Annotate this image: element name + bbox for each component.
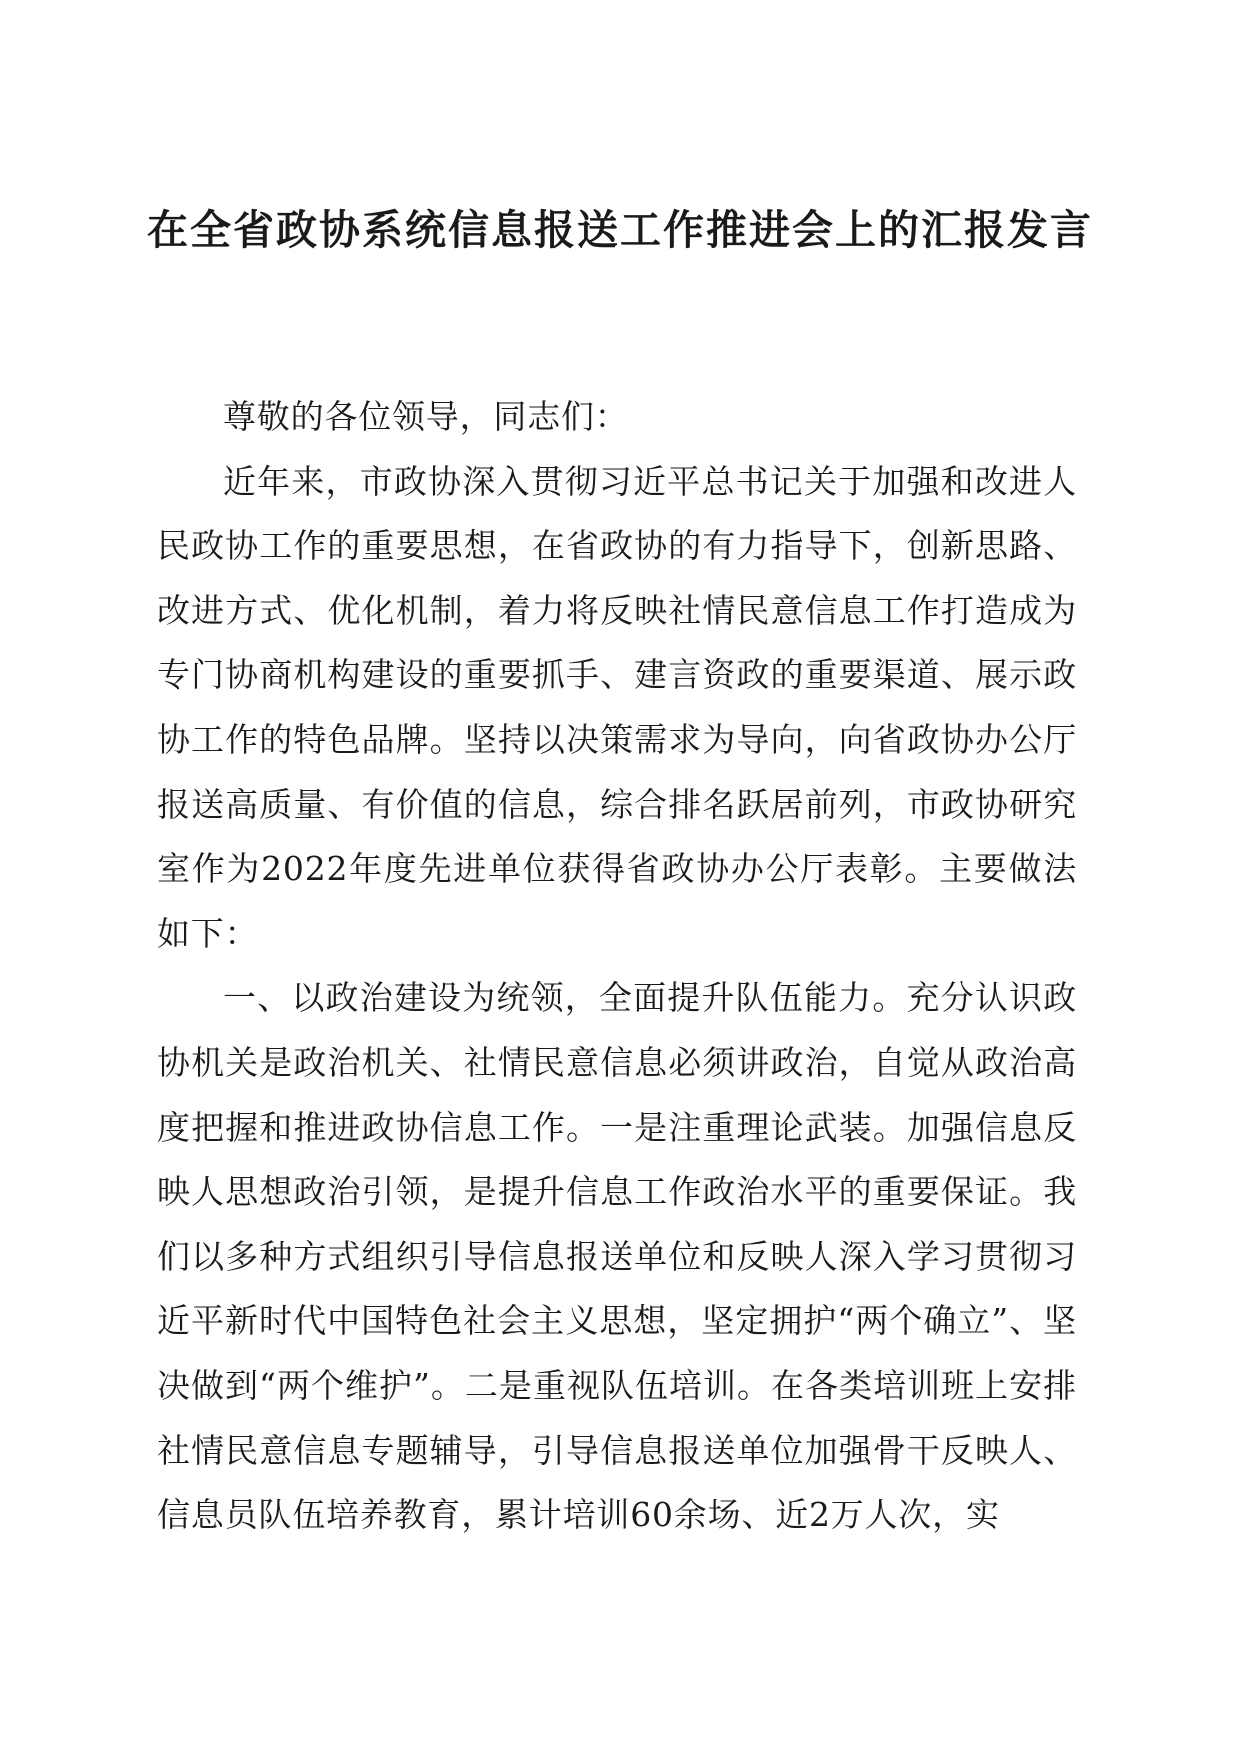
- document-title: 在全省政协系统信息报送工作推进会上的汇报发言: [147, 206, 1093, 254]
- salutation-paragraph: 尊敬的各位领导，同志们：: [223, 397, 629, 436]
- section-one-paragraph: 一、以政治建设为统领，全面提升队伍能力。充分认识政协机关是政治机关、社情民意信息必须讲政治，自觉从政治高度把握和推进政协信息工作。一是注重理论武装。加强信息反映人思想政治引领，是提升信息工作政治水平的重要保证。我们以多种方式组织引导信息报送单位和反映人深入学习贯彻习近平新时代中国特色社会主义思想，坚定拥护“两个确立”、坚决做到“两个维护”。二是重视队伍培训。在各类培训班上安排社情民意信息专题辅导，引导信息报送单位加强骨干反映人、信息员队伍培养教育，累计培训60余场、近2万人次，实: [157, 978, 1077, 1535]
- document-body: [157, 385, 1077, 1548]
- intro-paragraph: 近年来，市政协深入贯彻习近平总书记关于加强和改进人民政协工作的重要思想，在省政协的有力指导下，创新思路、改进方式、优化机制，着力将反映社情民意信息工作打造成为专门协商机构建设的重要抓手、建言资政的重要渠道、展示政协工作的特色品牌。坚持以决策需求为导向，向省政协办公厅报送高质量、有价值的信息，综合排名跃居前列，市政协研究室作为2022年度先进单位获得省政协办公厅表彰。主要做法如下：: [157, 461, 1077, 953]
